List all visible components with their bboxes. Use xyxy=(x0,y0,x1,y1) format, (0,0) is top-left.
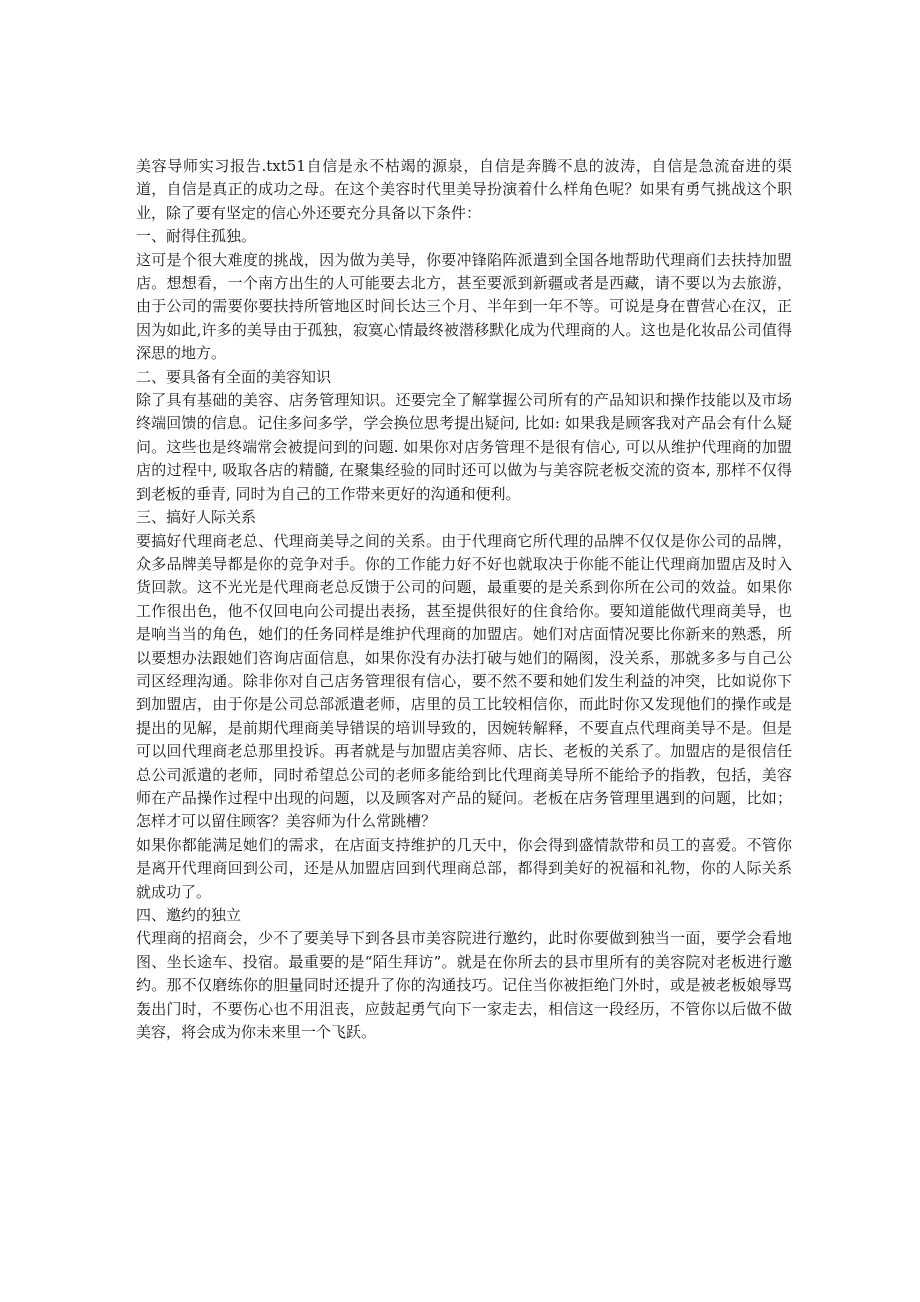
section-1-paragraph: 这可是个很大难度的挑战，因为做为美导，你要冲锋陷阵派遣到全国各地帮助代理商们去扶持加盟店。想想看，一个南方出生的人可能要去北方，甚至要派到新疆或者是西藏，请不要以为去旅游，由于公司的需要你要扶持所管地区时间长达三个月、半年到一年不等。可说是身在曹营心在汉，正因为如此,许多的美导由于孤独，寂寞心情最终被潜移默化成为代理商的人。这也是化妆品公司值得深思的地方。 xyxy=(136,250,792,363)
document-body xyxy=(136,155,792,1044)
section-3-paragraph-1: 要搞好代理商老总、代理商美导之间的关系。由于代理商它所代理的品牌不仅仅是你公司的品牌，众多品牌美导都是你的竞争对手。你的工作能力好不好也就取决于你能不能让代理商加盟店及时入货回款。这不光光是代理商老总反馈于公司的问题，最重要的是关系到你所在公司的效益。如果你工作很出色，他不仅回电向公司提出表扬，甚至提供很好的住食给你。要知道能做代理商美导，也是响当当的角色，她们的任务同样是维护代理商的加盟店。她们对店面情况要比你新来的熟悉，所以要想办法跟她们咨询店面信息，如果你没有办法打破与她们的隔阂，没关系，那就多多与自己公司区经理沟通。除非你对自己店务管理很有信心，要不然不要和她们发生利益的冲突，比如说你下到加盟店，由于你是公司总部派遣老师，店里的员工比较相信你，而此时你又发现他们的操作或是提出的见解，是前期代理商美导错误的培训导致的，因婉转解释，不要直点代理商美导不是。但是可以回代理商老总那里投诉。再者就是与加盟店美容师、店长、老板的关系了。加盟店的是很信任总公司派遣的老师，同时希望总公司的老师多能给到比代理商美导所不能给予的指教，包括，美容师在产品操作过程中出现的问题，以及顾客对产品的疑问。老板在店务管理里遇到的问题，比如；怎样才可以留住顾客？美容师为什么常跳槽？ xyxy=(136,531,792,831)
section-4-paragraph: 代理商的招商会，少不了要美导下到各县市美容院进行邀约，此时你要做到独当一面，要学会看地图、坐长途车、投宿。最重要的是“陌生拜访”。就是在你所去的县市里所有的美容院对老板进行邀约。那不仅磨练你的胆量同时还提升了你的沟通技巧。记住当你被拒绝门外时，或是被老板娘辱骂轰出门时，不要伤心也不用沮丧，应鼓起勇气向下一家走去，相信这一段经历，不管你以后做不做美容，将会成为你未来里一个飞跃。 xyxy=(136,929,792,1042)
section-heading-1: 一、耐得住孤独。 xyxy=(136,227,257,246)
section-2-paragraph: 除了具有基础的美容、店务管理知识。还要完全了解掌握公司所有的产品知识和操作技能以及市场终端回馈的信息。记住多问多学，学会换位思考提出疑问, 比如: 如果我是顾客我对产品会有什么疑问。这些也是终端常会被提问到的问题. 如果你对店务管理不是很有信心, 可以从维护代理商的加盟店的过程中, 吸取各店的精髓, 在聚集经验的同时还可以做为与美容院老板交流的资本, 那样不仅得到老板的垂青, 同时为自己的工作带来更好的沟通和便利。 xyxy=(136,391,792,503)
section-3-paragraph-2: 如果你都能满足她们的需求，在店面支持维护的几天中，你会得到盛情款带和员工的喜爱。不管你是离开代理商回到公司，还是从加盟店回到代理商总部，都得到美好的祝福和礼物，你的人际关系就成功了。 xyxy=(136,835,792,901)
section-heading-2: 二、要具备有全面的美容知识 xyxy=(136,367,332,386)
section-heading-3: 三、搞好人际关系 xyxy=(136,508,257,527)
intro-paragraph: 美容导师实习报告.txt51自信是永不枯竭的源泉，自信是奔腾不息的波涛，自信是急流奋进的渠道，自信是真正的成功之母。在这个美容时代里美导扮演着什么样角色呢？如果有勇气挑战这个职业，除了要有坚定的信心外还要充分具备以下条件： xyxy=(136,157,792,222)
section-heading-4: 四、邀约的独立 xyxy=(136,906,242,924)
